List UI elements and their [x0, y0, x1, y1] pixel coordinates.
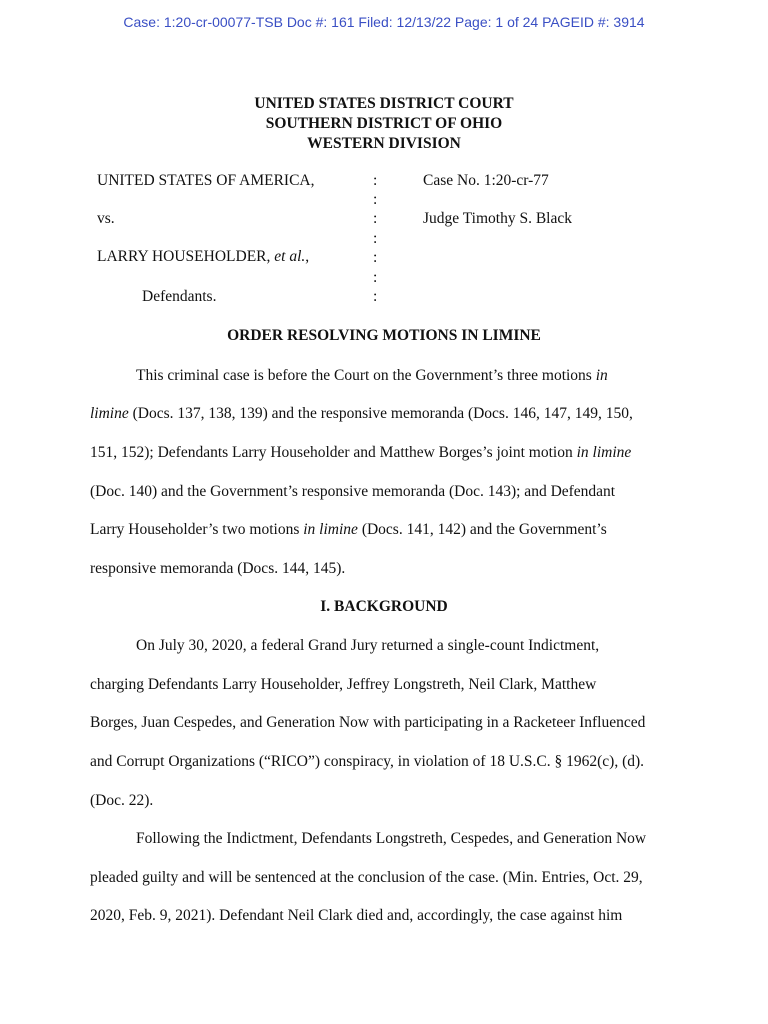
- text-span: This criminal case is before the Court on the Government’s three motions: [136, 367, 596, 384]
- paragraph-line: Borges, Juan Cespedes, and Generation Now with participating in a Racketeer Influenced: [90, 714, 646, 731]
- caption-colon: :: [373, 269, 378, 286]
- caption-plaintiff: UNITED STATES OF AMERICA,: [97, 172, 315, 189]
- caption-defendant: [97, 248, 309, 266]
- paragraph-line: charging Defendants Larry Householder, Jeffrey Longstreth, Neil Clark, Matthew: [90, 676, 597, 693]
- caption-versus: vs.: [97, 210, 115, 227]
- italic-span: in limine: [303, 521, 358, 538]
- caption-colon: :: [373, 288, 378, 305]
- paragraph-line: [90, 405, 633, 423]
- paragraph-line: [90, 521, 607, 539]
- paragraph-line: pleaded guilty and will be sentenced at the conclusion of the case. (Min. Entries, Oct. 29,: [90, 869, 643, 886]
- caption-colon: :: [373, 210, 378, 227]
- paragraph-line: (Doc. 22).: [90, 792, 154, 809]
- court-district: SOUTHERN DISTRICT OF OHIO: [265, 115, 503, 132]
- caption-colon: :: [373, 230, 378, 247]
- caption-colon: :: [373, 172, 378, 189]
- text-span: (Docs. 137, 138, 139) and the responsive memoranda (Docs. 146, 147, 149, 150,: [128, 405, 633, 422]
- text-span: (Docs. 141, 142) and the Government’s: [357, 521, 607, 538]
- paragraph-line: On July 30, 2020, a federal Grand Jury returned a single-count Indictment,: [136, 637, 600, 654]
- filing-header-stamp: Case: 1:20-cr-00077-TSB Doc #: 161 Filed: 12/13/22 Page: 1 of 24 PAGEID #: 3914: [123, 14, 645, 30]
- defendant-comma: ,: [305, 248, 310, 265]
- paragraph-line: [90, 444, 631, 462]
- paragraph-line: [136, 367, 608, 385]
- judge-name: Judge Timothy S. Black: [423, 210, 572, 227]
- court-name: UNITED STATES DISTRICT COURT: [254, 95, 514, 112]
- court-heading: [0, 94, 768, 154]
- caption-defendants-label: Defendants.: [142, 288, 217, 305]
- caption-colon: :: [373, 191, 378, 208]
- defendant-et-al: et al.: [274, 248, 306, 265]
- court-division: WESTERN DIVISION: [307, 135, 461, 152]
- paragraph-line: 2020, Feb. 9, 2021). Defendant Neil Clark died and, accordingly, the case against him: [90, 907, 623, 924]
- paragraph-line: (Doc. 140) and the Government’s responsive memoranda (Doc. 143); and Defendant: [90, 483, 616, 500]
- case-number: Case No. 1:20-cr-77: [423, 172, 549, 189]
- italic-span: limine: [90, 405, 129, 422]
- text-span: Larry Householder’s two motions: [90, 521, 304, 538]
- defendant-name: LARRY HOUSEHOLDER,: [97, 248, 271, 265]
- italic-span: in: [595, 367, 608, 384]
- paragraph-line: responsive memoranda (Docs. 144, 145).: [90, 560, 346, 577]
- paragraph-line: and Corrupt Organizations (“RICO”) conspiracy, in violation of 18 U.S.C. § 1962(c), (d).: [90, 753, 645, 770]
- text-span: 151, 152); Defendants Larry Householder and Matthew Borges’s joint motion: [90, 444, 577, 461]
- document-title: ORDER RESOLVING MOTIONS IN LIMINE: [227, 327, 541, 344]
- caption-colon: :: [373, 249, 378, 266]
- paragraph-line: Following the Indictment, Defendants Longstreth, Cespedes, and Generation Now: [136, 830, 647, 847]
- italic-span: in limine: [576, 444, 632, 461]
- section-heading-background: I. BACKGROUND: [320, 598, 448, 615]
